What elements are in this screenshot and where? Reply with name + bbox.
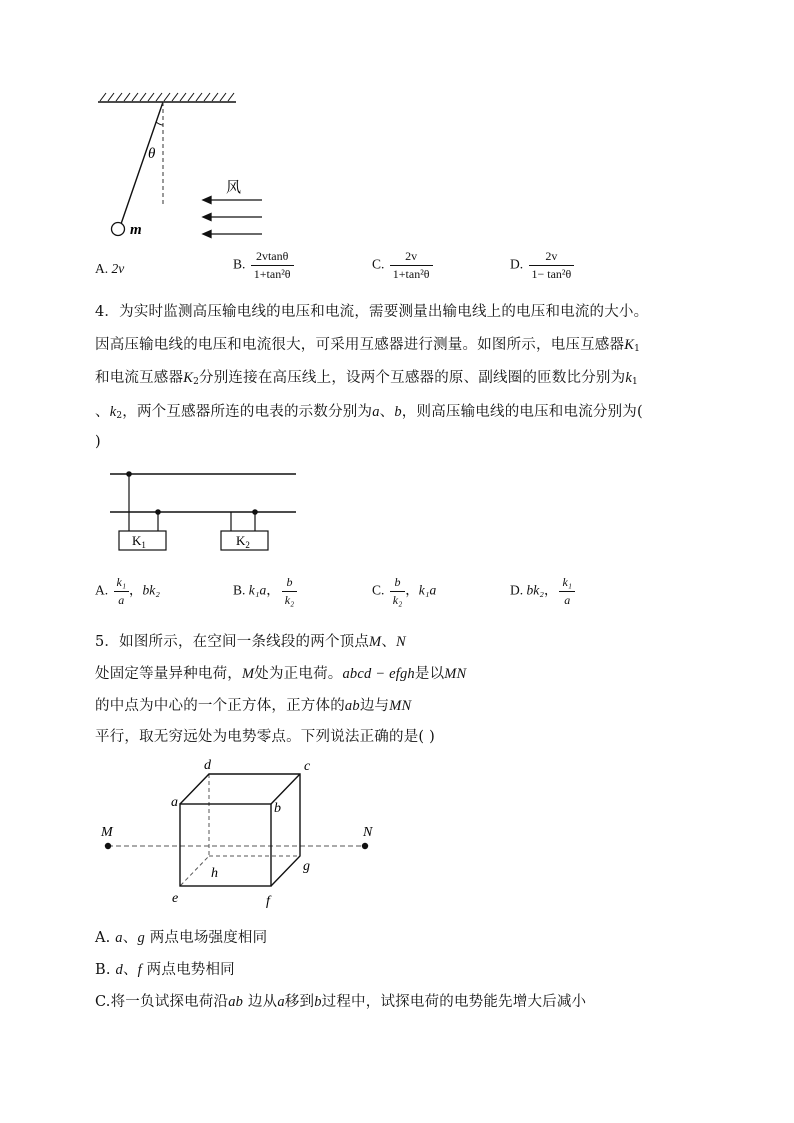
vertex-g: g: [303, 859, 310, 874]
vertex-f: f: [266, 894, 270, 909]
theta-label: θ: [148, 146, 156, 162]
q3-option-a: A. 2v: [95, 261, 125, 276]
cube-figure: [95, 752, 385, 912]
q4-line-2: 因高压输电线的电压和电流很大，可采用互感器进行测量。如图所示，电压互感器$K_1$: [95, 337, 641, 354]
k1-label: $K_1$: [132, 533, 146, 550]
vertex-d: d: [204, 758, 211, 773]
pendulum-string: [121, 102, 163, 224]
q4-option-c: C. $\frac{b}{\text{k₂}}$ ，k₁a: [372, 575, 437, 607]
q4-option-b: B. k₁a， $\frac{b}{\text{k₂}}$: [233, 575, 297, 608]
vertex-b: b: [274, 801, 281, 816]
q4-option-a: A. $\frac{\text{k₁}}{a}$ ，bk₂: [95, 575, 160, 607]
q5-option-c: C.将一负试探电荷沿ab 边从a移到b过程中，试探电荷的电势能先增大后减小: [95, 994, 587, 1010]
label-M: M: [101, 825, 113, 840]
q3-option-b: B. $\frac{2vtan\theta}{\text{1+tan²θ}}$: [233, 249, 294, 282]
q5-line-3: 的中点为中心的一个正方体，正方体的ab边与MN: [95, 698, 412, 714]
q3-option-c: C. $\frac{2v}{\text{1+tan²θ}}$: [372, 249, 433, 282]
point-M: [105, 843, 111, 849]
transformer-circuit-figure: [100, 464, 305, 559]
q4-line-1: 4．为实时监测高压输电线的电压和电流，需要测量出输电线上的电压和电流的大小。: [95, 304, 649, 320]
vertex-a: a: [171, 795, 178, 810]
q5-option-b: B. d、f 两点电势相同: [95, 962, 235, 978]
vertex-c: c: [304, 759, 311, 774]
q5-line-4: 平行，取无穷远处为电势零点。下列说法正确的是( ): [95, 729, 435, 745]
vertex-h: h: [211, 866, 218, 881]
wind-label: 风: [226, 180, 242, 196]
q4-line-3: 和电流互感器$K_2$分别连接在高压线上，设两个互感器的原、副线圈的匝数比分别为$k_1$: [95, 370, 638, 387]
label-N: N: [363, 825, 373, 840]
q5-line-2: 处固定等量异种电荷，M处为正电荷。abcd − efgh是以MN: [95, 666, 467, 682]
q3-option-d: D. $\frac{2v}{\text{1− tan²θ}}$: [510, 249, 574, 282]
q4-option-d: D. bk₂， $\frac{\text{k₁}}{a}$: [510, 575, 575, 608]
q4-line-4: 、$k_2$，两个互感器所连的电表的示数分别为a、b，则高压输电线的电压和电流分别为(: [95, 404, 643, 421]
q5-line-1: 5．如图所示，在空间一条线段的两个顶点M、N: [95, 634, 406, 650]
q4-line-5: ): [95, 434, 101, 450]
pendulum-bob: [112, 223, 125, 236]
q5-option-a: A. a、g 两点电场强度相同: [95, 930, 268, 946]
angle-arc: [156, 122, 163, 125]
wind-arrows: [203, 197, 262, 238]
k2-label: $K_2$: [236, 533, 250, 550]
mass-label: m: [130, 222, 142, 238]
point-N: [362, 843, 368, 849]
vertex-e: e: [172, 891, 179, 906]
pendulum-figure: [90, 88, 280, 248]
